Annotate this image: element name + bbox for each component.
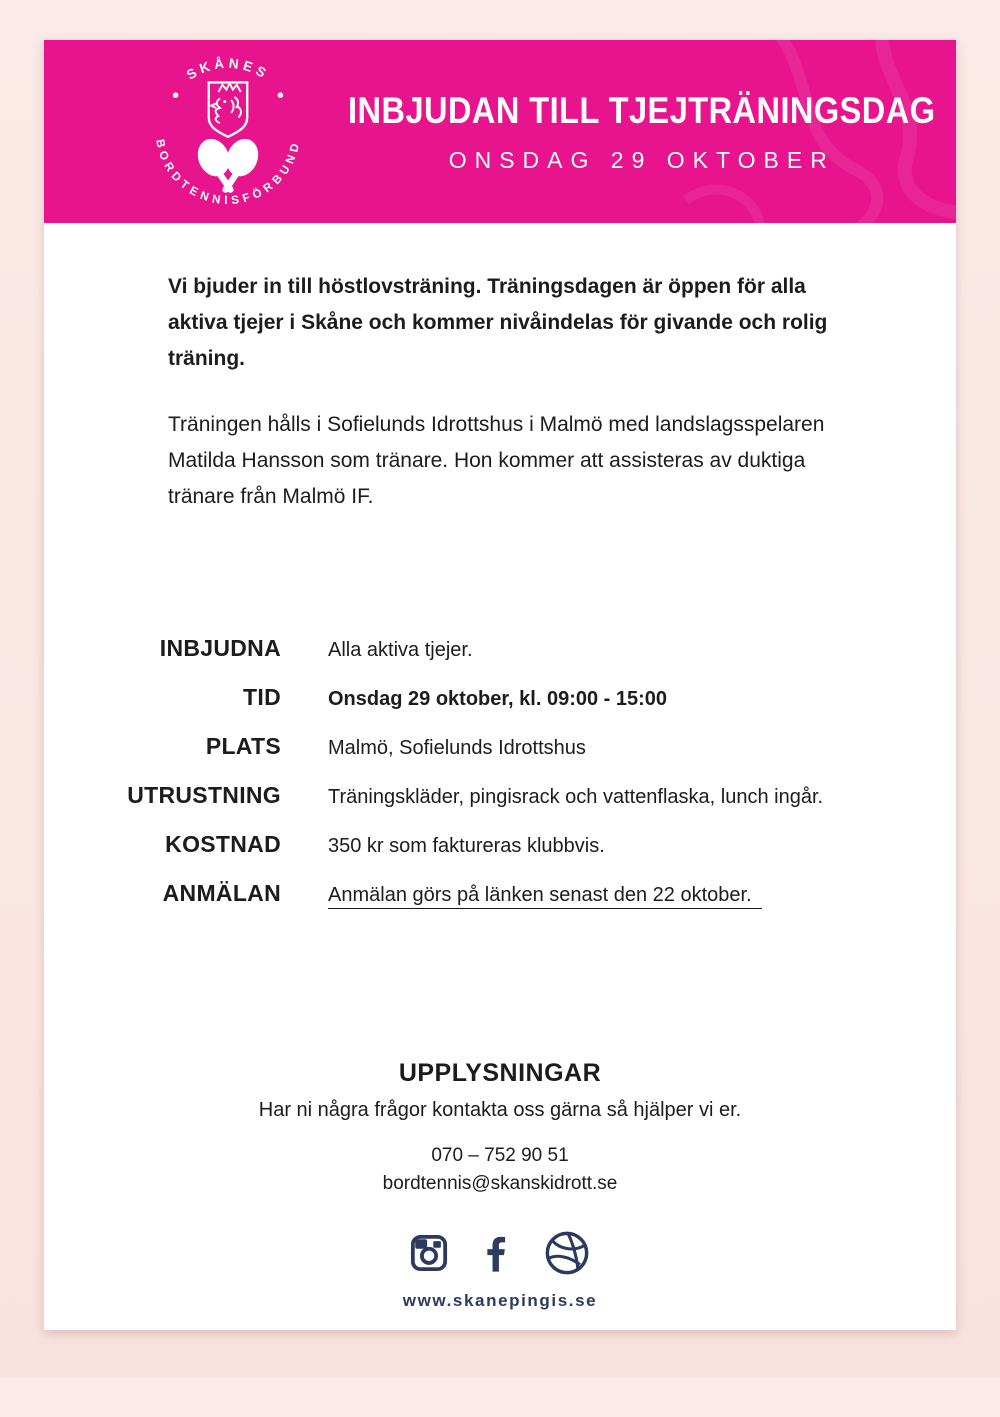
phone-number: 070 – 752 90 51	[431, 1145, 569, 1166]
website-link[interactable]: www.skanepingis.se	[402, 1291, 598, 1310]
skanes-bordtennisforbund-logo	[148, 52, 308, 212]
page-subtitle: ONSDAG 29 OKTOBER	[448, 146, 835, 173]
page-title: INBJUDAN TILL TJEJTRÄNINGSDAG	[348, 89, 936, 131]
svg-text:BORDTENNISFÖRBUND	[153, 138, 303, 207]
logo-top-text: SKÅNES	[184, 55, 272, 83]
detail-row-plats	[124, 733, 956, 761]
intro-paragraph-1: Vi bjuder in till höstlovsträning. Träningsdagen är öppen för alla aktiva tjejer i Skåne och kommer nivåindelas för givande och rolig träning.	[168, 275, 828, 370]
instagram-icon[interactable]	[410, 1234, 448, 1272]
detail-value: Träningskläder, pingisrack och vattenflaska, lunch ingår.	[328, 786, 824, 808]
detail-label: UTRUSTNING	[127, 782, 281, 808]
footer-heading: UPPLYSNINGAR	[398, 1059, 602, 1087]
logo-right-dot	[278, 92, 284, 98]
griffin-shield-icon	[209, 82, 247, 136]
dribbble-ball-icon[interactable]	[544, 1230, 590, 1276]
footer-subheading: Har ni några frågor kontakta oss gärna så hjälper vi er.	[258, 1099, 742, 1121]
invitation-card	[44, 40, 956, 1330]
intro-section	[168, 269, 864, 515]
detail-row-anmalan	[124, 880, 956, 909]
detail-row-utrustning	[124, 782, 956, 810]
facebook-icon[interactable]	[486, 1235, 506, 1272]
detail-label: KOSTNAD	[165, 831, 281, 857]
detail-label: INBJUDNA	[159, 635, 281, 661]
intro-paragraph-2: Träningen hålls i Sofielunds Idrottshus i Malmö med landslagsspelaren Matilda Hansson som tränare. Hon kommer att assisteras av duktiga tränare från Malmö IF.	[168, 413, 825, 508]
details-list	[124, 635, 956, 909]
table-tennis-paddles-icon	[192, 134, 263, 189]
social-icons-row	[44, 1230, 956, 1276]
detail-label: ANMÄLAN	[162, 880, 281, 906]
detail-row-tid	[124, 684, 956, 712]
detail-value: 350 kr som faktureras klubbvis.	[328, 835, 605, 857]
contact-block	[44, 1142, 956, 1198]
email-address: bordtennis@skanskidrott.se	[382, 1173, 618, 1194]
footer-section	[44, 1059, 956, 1311]
detail-value: Onsdag 29 oktober, kl. 09:00 - 15:00	[328, 688, 668, 710]
detail-row-inbjudna	[124, 635, 956, 663]
registration-link[interactable]: Anmälan görs på länken senast den 22 oktober.	[328, 882, 762, 909]
detail-value: Malmö, Sofielunds Idrottshus	[328, 737, 586, 759]
detail-row-kostnad	[124, 831, 956, 859]
banner	[44, 40, 956, 223]
svg-text:SKÅNES	[184, 55, 272, 82]
detail-label: PLATS	[205, 733, 281, 759]
logo-left-dot	[173, 92, 179, 98]
detail-value: Alla aktiva tjejer.	[328, 639, 473, 661]
logo-bottom-text: BORDTENNISFÖRBUND	[153, 137, 303, 207]
detail-label: TID	[243, 684, 281, 710]
banner-titles	[308, 90, 956, 174]
